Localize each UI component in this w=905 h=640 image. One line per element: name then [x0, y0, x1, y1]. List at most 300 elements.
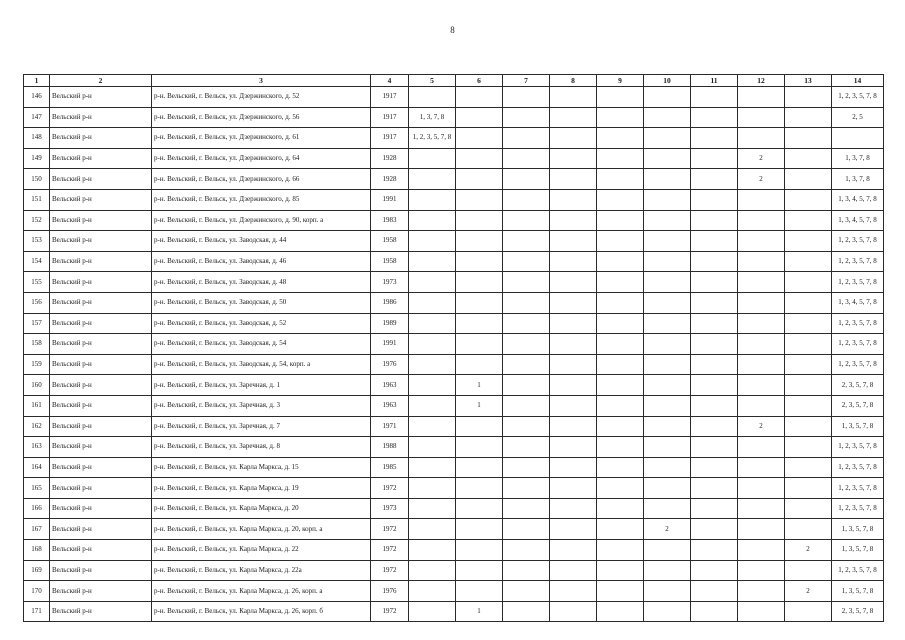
table-cell: р-н. Вельский, г. Вельск, ул. Карла Маркса, д. 15 — [152, 457, 371, 478]
table-cell: 1, 3, 5, 7, 8 — [832, 416, 884, 437]
table-cell: р-н. Вельский, г. Вельск, ул. Заречная, д. 7 — [152, 416, 371, 437]
table-cell: 1, 2, 3, 5, 7, 8 — [832, 498, 884, 519]
table-cell — [597, 437, 644, 458]
table-cell — [785, 107, 832, 128]
table-cell: 1972 — [371, 540, 409, 561]
table-cell — [738, 313, 785, 334]
table-cell: 1986 — [371, 292, 409, 313]
table-cell — [550, 292, 597, 313]
table-cell — [456, 437, 503, 458]
table-cell: 1985 — [371, 457, 409, 478]
table-cell — [597, 87, 644, 108]
table-cell: 2 — [785, 581, 832, 602]
table-cell — [456, 313, 503, 334]
table-cell — [456, 87, 503, 108]
table-cell: 1971 — [371, 416, 409, 437]
table-cell: 1928 — [371, 148, 409, 169]
table-cell: 1, 3, 4, 5, 7, 8 — [832, 292, 884, 313]
table-cell — [691, 334, 738, 355]
table-cell — [785, 189, 832, 210]
table-cell — [503, 519, 550, 540]
table-cell: Вельский р-н — [50, 148, 152, 169]
table-cell — [550, 457, 597, 478]
header-row — [24, 75, 884, 87]
table-cell — [691, 601, 738, 622]
table-cell: Вельский р-н — [50, 313, 152, 334]
table-cell — [597, 416, 644, 437]
table-row — [24, 478, 884, 499]
table-cell: 1973 — [371, 272, 409, 293]
table-cell — [785, 457, 832, 478]
table-cell — [738, 540, 785, 561]
table-cell: 1, 2, 3, 5, 7, 8 — [832, 354, 884, 375]
table-cell — [597, 313, 644, 334]
table-cell: Вельский р-н — [50, 272, 152, 293]
table-cell: р-н. Вельский, г. Вельск, ул. Карла Маркса, д. 22 — [152, 540, 371, 561]
table-cell: 167 — [24, 519, 50, 540]
table-cell — [597, 540, 644, 561]
table-cell — [597, 498, 644, 519]
table-cell — [644, 437, 691, 458]
table-cell — [644, 169, 691, 190]
table-cell — [550, 437, 597, 458]
table-cell — [691, 560, 738, 581]
table-row — [24, 169, 884, 190]
table-cell — [785, 416, 832, 437]
table-cell: 163 — [24, 437, 50, 458]
table-cell: 1, 3, 5, 7, 8 — [832, 581, 884, 602]
table-cell — [738, 601, 785, 622]
table-cell — [456, 457, 503, 478]
table-cell — [597, 169, 644, 190]
table-cell: Вельский р-н — [50, 251, 152, 272]
table-cell — [597, 581, 644, 602]
table-cell: 1917 — [371, 128, 409, 149]
table-cell: Вельский р-н — [50, 189, 152, 210]
table-cell — [409, 375, 456, 396]
table-cell — [691, 231, 738, 252]
table-cell — [550, 128, 597, 149]
table-cell: 1972 — [371, 519, 409, 540]
table-cell — [409, 540, 456, 561]
table-cell — [597, 292, 644, 313]
table-cell: 1928 — [371, 169, 409, 190]
table-cell: р-н. Вельский, г. Вельск, ул. Заводская, д. 46 — [152, 251, 371, 272]
table-cell — [503, 478, 550, 499]
table-cell — [597, 560, 644, 581]
table-cell: 1917 — [371, 107, 409, 128]
table-cell — [738, 395, 785, 416]
table-cell: Вельский р-н — [50, 540, 152, 561]
table-cell — [597, 375, 644, 396]
table-cell — [503, 395, 550, 416]
table-cell — [409, 272, 456, 293]
table-cell: 1, 2, 3, 5, 7, 8 — [832, 251, 884, 272]
table-cell — [691, 210, 738, 231]
table-cell — [503, 231, 550, 252]
table-cell: Вельский р-н — [50, 87, 152, 108]
page-number: 8 — [450, 25, 455, 35]
table-cell — [550, 581, 597, 602]
table-cell: 1, 2, 3, 5, 7, 8 — [832, 231, 884, 252]
table-row — [24, 251, 884, 272]
table-cell — [644, 87, 691, 108]
table-cell — [550, 231, 597, 252]
table-cell: Вельский р-н — [50, 169, 152, 190]
table-cell: 161 — [24, 395, 50, 416]
table-cell — [409, 210, 456, 231]
table-row — [24, 189, 884, 210]
table-cell: Вельский р-н — [50, 601, 152, 622]
table-cell — [785, 437, 832, 458]
table-cell: Вельский р-н — [50, 334, 152, 355]
table-row — [24, 416, 884, 437]
table-cell — [550, 375, 597, 396]
table-cell — [597, 210, 644, 231]
table-cell: 1, 3, 7, 8 — [409, 107, 456, 128]
table-cell — [550, 169, 597, 190]
table-cell — [644, 334, 691, 355]
table-cell: 1989 — [371, 313, 409, 334]
table-cell — [503, 272, 550, 293]
table-cell: 1 — [456, 601, 503, 622]
table-cell: 1958 — [371, 231, 409, 252]
table-cell — [597, 272, 644, 293]
table-cell: 2 — [738, 416, 785, 437]
table-cell — [409, 148, 456, 169]
table-cell — [644, 148, 691, 169]
table-cell — [550, 519, 597, 540]
table-cell: 1, 2, 3, 5, 7, 8 — [832, 334, 884, 355]
table-cell — [738, 334, 785, 355]
table-cell — [409, 519, 456, 540]
table-cell — [691, 272, 738, 293]
table-cell — [550, 601, 597, 622]
table-cell: 1963 — [371, 395, 409, 416]
table-cell: 1, 2, 3, 5, 7, 8 — [832, 560, 884, 581]
table-cell: 1988 — [371, 437, 409, 458]
table-cell: 1, 3, 7, 8 — [832, 169, 884, 190]
table-row — [24, 210, 884, 231]
table-cell — [597, 334, 644, 355]
table-cell — [409, 601, 456, 622]
table-cell: р-н. Вельский, г. Вельск, ул. Дзержинского, д. 85 — [152, 189, 371, 210]
table-cell — [550, 478, 597, 499]
table-cell: 158 — [24, 334, 50, 355]
table-cell: 2, 5 — [832, 107, 884, 128]
table-cell: Вельский р-н — [50, 210, 152, 231]
table-cell — [456, 169, 503, 190]
table-cell — [550, 560, 597, 581]
table-cell — [644, 107, 691, 128]
table-cell: 1991 — [371, 189, 409, 210]
table-cell — [597, 457, 644, 478]
table-cell: 157 — [24, 313, 50, 334]
table-cell: 151 — [24, 189, 50, 210]
table-cell — [738, 251, 785, 272]
table-cell — [691, 189, 738, 210]
table-cell: 152 — [24, 210, 50, 231]
table-cell: 1, 2, 3, 5, 7, 8 — [409, 128, 456, 149]
table-cell — [503, 601, 550, 622]
table-cell: 164 — [24, 457, 50, 478]
table-cell — [503, 540, 550, 561]
table-cell: р-н. Вельский, г. Вельск, ул. Карла Маркса, д. 26, корп. б — [152, 601, 371, 622]
table-row — [24, 560, 884, 581]
table-cell — [550, 395, 597, 416]
table-cell — [503, 457, 550, 478]
table-cell — [644, 581, 691, 602]
table-cell — [409, 169, 456, 190]
table-cell — [503, 437, 550, 458]
table-body — [24, 87, 884, 622]
table-cell: р-н. Вельский, г. Вельск, ул. Заводская, д. 54, корп. а — [152, 354, 371, 375]
table-cell — [738, 87, 785, 108]
table-cell — [691, 354, 738, 375]
table-cell — [456, 478, 503, 499]
table-cell — [597, 601, 644, 622]
table-cell — [644, 354, 691, 375]
table-cell — [456, 107, 503, 128]
table-cell: 1958 — [371, 251, 409, 272]
table-cell — [409, 498, 456, 519]
table-cell — [691, 519, 738, 540]
table-cell — [644, 128, 691, 149]
table-cell — [832, 128, 884, 149]
column-header: 3 — [152, 75, 371, 87]
table-cell — [550, 313, 597, 334]
table-cell — [738, 375, 785, 396]
table-cell: р-н. Вельский, г. Вельск, ул. Дзержинского, д. 90, корп. а — [152, 210, 371, 231]
table-cell — [785, 313, 832, 334]
table-cell: р-н. Вельский, г. Вельск, ул. Заводская, д. 44 — [152, 231, 371, 252]
table-cell: 149 — [24, 148, 50, 169]
table-cell: 169 — [24, 560, 50, 581]
column-header: 8 — [550, 75, 597, 87]
table-cell: 155 — [24, 272, 50, 293]
table-cell — [738, 189, 785, 210]
column-header: 4 — [371, 75, 409, 87]
table-row — [24, 334, 884, 355]
table-row — [24, 231, 884, 252]
column-header: 1 — [24, 75, 50, 87]
column-header: 5 — [409, 75, 456, 87]
data-table — [23, 74, 884, 622]
table-cell — [597, 189, 644, 210]
table-cell — [785, 169, 832, 190]
table-cell: 1, 3, 5, 7, 8 — [832, 540, 884, 561]
table-cell — [456, 292, 503, 313]
table-cell: р-н. Вельский, г. Вельск, ул. Карла Маркса, д. 20, корп. а — [152, 519, 371, 540]
table-cell: Вельский р-н — [50, 581, 152, 602]
table-cell: 2 — [738, 169, 785, 190]
table-cell: 1972 — [371, 478, 409, 499]
table-cell — [503, 148, 550, 169]
table-cell: 2 — [738, 148, 785, 169]
table-cell: 1983 — [371, 210, 409, 231]
table-cell — [597, 107, 644, 128]
table-cell — [456, 210, 503, 231]
table-cell — [644, 292, 691, 313]
table-cell — [550, 148, 597, 169]
table-cell — [691, 498, 738, 519]
table-cell — [597, 519, 644, 540]
table-cell: Вельский р-н — [50, 375, 152, 396]
table-cell — [456, 128, 503, 149]
table-cell — [456, 148, 503, 169]
table-cell — [503, 189, 550, 210]
table-row — [24, 107, 884, 128]
column-header: 9 — [597, 75, 644, 87]
table-cell — [691, 457, 738, 478]
column-header: 13 — [785, 75, 832, 87]
table-cell — [785, 334, 832, 355]
table-cell: р-н. Вельский, г. Вельск, ул. Заречная, д. 3 — [152, 395, 371, 416]
table-cell — [785, 601, 832, 622]
table-cell: 170 — [24, 581, 50, 602]
table-cell: Вельский р-н — [50, 560, 152, 581]
table-row — [24, 498, 884, 519]
table-cell — [456, 498, 503, 519]
table-row — [24, 581, 884, 602]
table-cell — [644, 313, 691, 334]
table-cell — [785, 498, 832, 519]
table-cell — [597, 478, 644, 499]
table-cell: р-н. Вельский, г. Вельск, ул. Заречная, д. 1 — [152, 375, 371, 396]
table-cell — [550, 540, 597, 561]
table-cell — [785, 292, 832, 313]
table-cell: р-н. Вельский, г. Вельск, ул. Карла Маркса, д. 20 — [152, 498, 371, 519]
table-cell: 171 — [24, 601, 50, 622]
table-cell — [503, 560, 550, 581]
table-cell — [738, 498, 785, 519]
table-cell — [738, 272, 785, 293]
table-cell — [550, 210, 597, 231]
table-cell — [691, 395, 738, 416]
table-cell — [691, 87, 738, 108]
table-cell — [785, 128, 832, 149]
table-cell: 159 — [24, 354, 50, 375]
table-cell — [409, 292, 456, 313]
table-row — [24, 87, 884, 108]
table-cell — [503, 416, 550, 437]
table-cell: 165 — [24, 478, 50, 499]
table-cell — [691, 128, 738, 149]
table-row — [24, 128, 884, 149]
table-cell — [738, 437, 785, 458]
table-cell — [785, 210, 832, 231]
table-cell: р-н. Вельский, г. Вельск, ул. Заводская, д. 52 — [152, 313, 371, 334]
table-row — [24, 354, 884, 375]
table-cell — [409, 251, 456, 272]
table-cell — [503, 251, 550, 272]
table-cell — [644, 416, 691, 437]
table-cell — [691, 313, 738, 334]
table-cell: 148 — [24, 128, 50, 149]
table-cell — [409, 437, 456, 458]
table-cell — [503, 334, 550, 355]
table-cell — [409, 416, 456, 437]
table-cell — [503, 581, 550, 602]
table-cell — [691, 581, 738, 602]
table-cell — [691, 148, 738, 169]
table-cell — [456, 231, 503, 252]
table-row — [24, 457, 884, 478]
table-cell — [456, 334, 503, 355]
table-cell: р-н. Вельский, г. Вельск, ул. Карла Маркса, д. 26, корп. а — [152, 581, 371, 602]
table-row — [24, 292, 884, 313]
table-cell — [691, 292, 738, 313]
table-cell: р-н. Вельский, г. Вельск, ул. Заводская, д. 54 — [152, 334, 371, 355]
table-cell — [409, 231, 456, 252]
table-cell — [738, 231, 785, 252]
table-cell: Вельский р-н — [50, 457, 152, 478]
column-header: 10 — [644, 75, 691, 87]
table-cell — [644, 189, 691, 210]
table-cell — [785, 519, 832, 540]
table-cell — [644, 478, 691, 499]
table-cell: р-н. Вельский, г. Вельск, ул. Дзержинского, д. 66 — [152, 169, 371, 190]
table-cell: 1917 — [371, 87, 409, 108]
table-cell — [503, 292, 550, 313]
table-cell: р-н. Вельский, г. Вельск, ул. Заводская, д. 48 — [152, 272, 371, 293]
table-cell — [456, 581, 503, 602]
table-cell: 1972 — [371, 601, 409, 622]
table-cell: Вельский р-н — [50, 128, 152, 149]
table-cell — [785, 231, 832, 252]
table-cell: 1, 3, 4, 5, 7, 8 — [832, 189, 884, 210]
table-cell — [503, 169, 550, 190]
table-cell: Вельский р-н — [50, 231, 152, 252]
table-cell: 1 — [456, 395, 503, 416]
table-cell: 1973 — [371, 498, 409, 519]
table-cell — [738, 210, 785, 231]
table-cell — [456, 416, 503, 437]
table-cell — [644, 210, 691, 231]
table-cell — [456, 560, 503, 581]
table-row — [24, 519, 884, 540]
table-cell: 147 — [24, 107, 50, 128]
table-cell — [503, 313, 550, 334]
table-cell — [409, 560, 456, 581]
table-cell — [597, 395, 644, 416]
table-cell — [738, 478, 785, 499]
table-cell — [503, 107, 550, 128]
table-cell — [644, 498, 691, 519]
table-cell — [503, 498, 550, 519]
table-cell — [409, 334, 456, 355]
table-cell — [691, 437, 738, 458]
table-cell — [409, 354, 456, 375]
table-cell — [644, 375, 691, 396]
table-cell — [409, 395, 456, 416]
table-header — [24, 75, 884, 87]
table-cell — [785, 354, 832, 375]
table-cell — [738, 457, 785, 478]
table-cell: Вельский р-н — [50, 416, 152, 437]
table-cell — [785, 395, 832, 416]
table-cell — [785, 148, 832, 169]
table-cell: 1, 3, 4, 5, 7, 8 — [832, 210, 884, 231]
table-cell — [691, 540, 738, 561]
column-header: 2 — [50, 75, 152, 87]
table-cell: 1, 2, 3, 5, 7, 8 — [832, 457, 884, 478]
table-row — [24, 375, 884, 396]
table-cell — [785, 478, 832, 499]
table-cell — [644, 231, 691, 252]
table-cell — [550, 251, 597, 272]
table-cell: 1976 — [371, 581, 409, 602]
